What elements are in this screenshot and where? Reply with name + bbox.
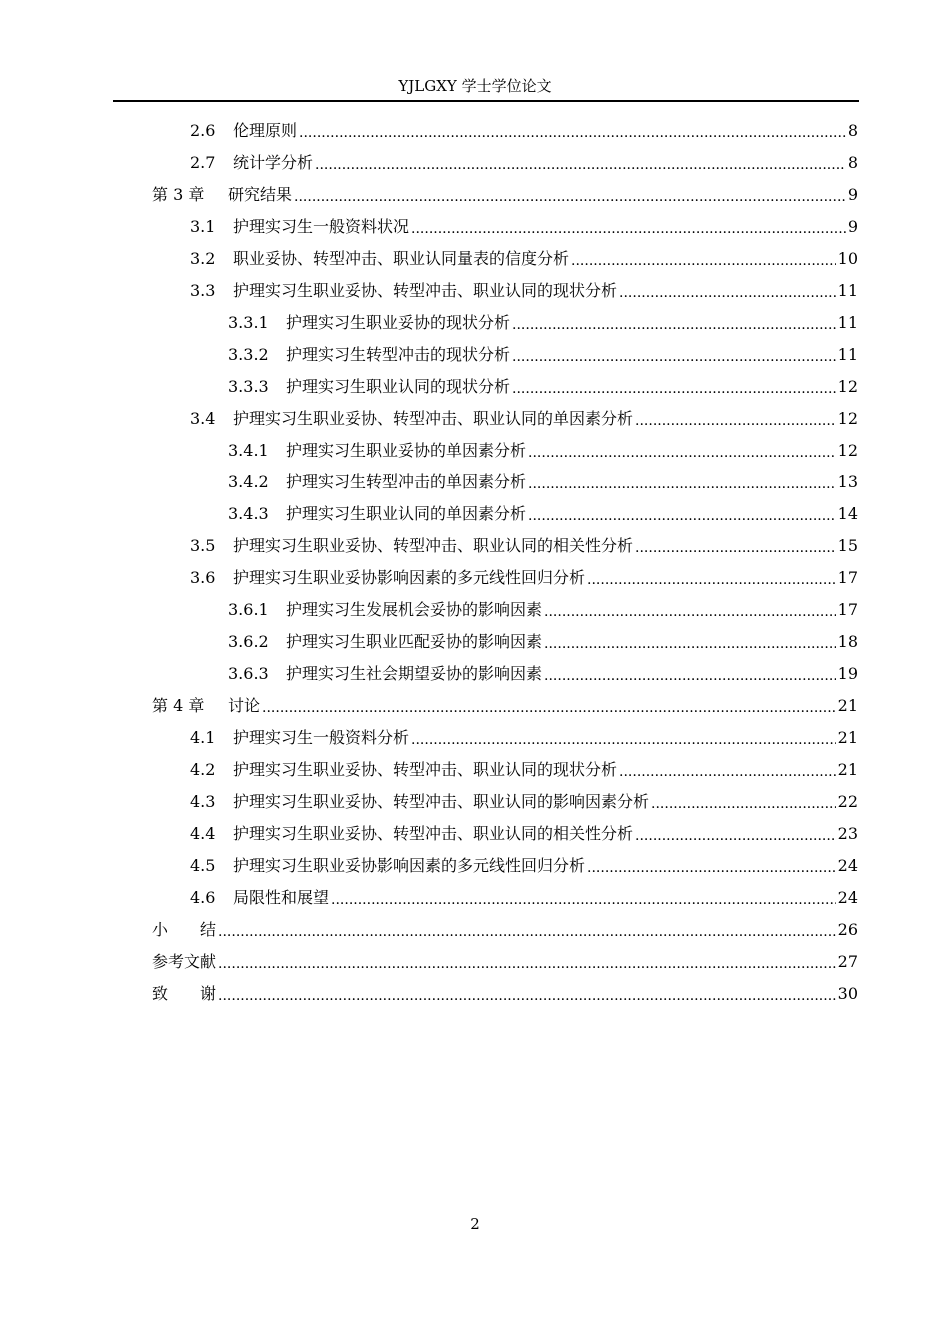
running-header-title: YJLGXY 学士学位论文 [398, 77, 552, 95]
toc-entry-page: 14 [837, 504, 858, 524]
toc-entry-title: 护理实习生职业妥协影响因素的多元线性回归分析 [233, 855, 586, 875]
toc-dot-leader [315, 155, 846, 175]
toc-dot-leader [512, 379, 836, 399]
toc-dot-leader [218, 986, 836, 1006]
toc-entry-title: 职业妥协、转型冲击、职业认同量表的信度分析 [233, 248, 570, 268]
toc-entry-number: 3.4.1 [228, 440, 269, 460]
toc-entry[interactable] [190, 754, 858, 786]
toc-entry-title: 护理实习生发展机会妥协的影响因素 [286, 600, 543, 620]
toc-entry-title: 研究结果 [228, 184, 293, 204]
toc-entry-number: 3.5 [190, 536, 216, 556]
toc-entry-title: 护理实习生转型冲击的现状分析 [286, 344, 511, 364]
toc-entry-label [228, 600, 542, 620]
toc-entry-label [190, 728, 409, 748]
toc-dot-leader [331, 890, 836, 910]
toc-entry-page: 18 [837, 632, 858, 652]
toc-entry-label [190, 536, 633, 556]
toc-entry-label [228, 313, 510, 333]
toc-entry-page: 21 [837, 760, 858, 779]
toc-dot-leader [571, 251, 836, 271]
toc-dot-leader [528, 443, 836, 463]
toc-entry-page: 11 [837, 280, 858, 300]
toc-entry-number: 3.3 [190, 280, 216, 300]
toc-entry-label [190, 760, 617, 780]
toc-entry-number: 3.6.2 [228, 632, 269, 652]
toc-entry-page: 17 [837, 600, 858, 620]
toc-entry[interactable] [228, 371, 858, 403]
toc-entry-label [190, 568, 585, 588]
toc-entry-page: 23 [837, 823, 858, 843]
toc-dot-leader [512, 347, 836, 367]
toc-entry-number: 3.6.3 [228, 664, 269, 684]
toc-entry-label [152, 920, 216, 940]
toc-dot-leader [635, 826, 836, 846]
toc-entry[interactable] [190, 786, 858, 818]
toc-entry-label [190, 409, 633, 429]
toc-dot-leader [218, 922, 836, 942]
toc-entry-page: 30 [837, 983, 858, 1003]
toc-entry[interactable] [228, 466, 858, 498]
toc-entry-page: 11 [837, 312, 858, 332]
toc-dot-leader [544, 634, 836, 654]
toc-entry-number: 3.1 [190, 216, 216, 236]
toc-entry-label [152, 952, 216, 972]
toc-dot-leader [411, 219, 846, 239]
toc-entry-page: 9 [847, 184, 858, 204]
toc-entry-number: 4.6 [190, 887, 216, 907]
toc-entry-title: 护理实习生职业匹配妥协的影响因素 [286, 632, 543, 652]
toc-dot-leader [299, 123, 846, 143]
toc-entry-label [190, 153, 313, 173]
toc-entry-page: 26 [837, 919, 858, 939]
toc-entry[interactable] [190, 530, 858, 562]
toc-entry-page: 8 [847, 152, 858, 172]
toc-entry-page: 11 [837, 344, 858, 364]
toc-entry-page: 21 [837, 696, 858, 716]
toc-dot-leader [619, 762, 836, 782]
toc-entry-number: 3.3.2 [228, 344, 269, 364]
toc-entry-number: 2.7 [190, 152, 216, 172]
toc-entry-label [152, 696, 260, 716]
toc-dot-leader [262, 698, 836, 718]
toc-entry-label [152, 185, 292, 205]
toc-entry-number: 3.4.3 [228, 504, 269, 524]
toc-entry-page: 17 [837, 568, 858, 588]
toc-entry-label [228, 632, 542, 652]
toc-entry-number: 4.2 [190, 760, 216, 779]
toc-entry-number: 4.1 [190, 728, 216, 748]
toc-entry-page: 15 [837, 536, 858, 556]
toc-entry-title: 护理实习生社会期望妥协的影响因素 [286, 664, 543, 684]
toc-entry-label [190, 217, 409, 237]
toc-entry-number: 2.6 [190, 121, 216, 140]
toc-dot-leader [294, 187, 846, 207]
toc-entry-title: 护理实习生职业妥协、转型冲击、职业认同的现状分析 [233, 280, 618, 300]
toc-entry[interactable] [190, 243, 858, 275]
toc-entry-title: 小 结 [152, 919, 217, 939]
toc-entry[interactable] [228, 307, 858, 339]
toc-entry[interactable] [152, 690, 858, 722]
toc-entry-number: 4.3 [190, 791, 216, 811]
toc-entry-label [228, 345, 510, 365]
toc-entry-page: 12 [837, 408, 858, 428]
toc-entry-number: 3.4 [190, 408, 216, 428]
toc-entry-page: 8 [847, 121, 858, 140]
toc-entry-title: 护理实习生职业妥协、转型冲击、职业认同的现状分析 [233, 760, 618, 779]
toc-entry-title: 统计学分析 [233, 152, 314, 172]
toc-entry-label [228, 441, 526, 461]
toc-entry-title: 伦理原则 [233, 121, 298, 140]
toc-entry[interactable] [190, 722, 858, 754]
toc-entry-label [152, 984, 216, 1004]
toc-entry[interactable] [152, 946, 858, 978]
toc-entry-number: 3.3.1 [228, 312, 269, 332]
toc-entry-title: 护理实习生职业妥协的现状分析 [286, 312, 511, 332]
toc-entry-label [190, 249, 569, 269]
toc-dot-leader [528, 506, 836, 526]
toc-entry-title: 护理实习生职业妥协、转型冲击、职业认同的相关性分析 [233, 823, 634, 843]
toc-entry-title: 讨论 [228, 696, 261, 716]
toc-entry-page: 22 [837, 791, 858, 811]
toc-entry-page: 12 [837, 376, 858, 396]
toc-entry[interactable] [190, 403, 858, 435]
page-number: 2 [470, 1215, 480, 1233]
toc-entry-page: 19 [837, 664, 858, 684]
toc-dot-leader [528, 474, 836, 494]
toc-dot-leader [218, 954, 836, 974]
toc-entry-number: 第 4 章 [152, 696, 205, 716]
toc-entry-title: 护理实习生职业妥协的单因素分析 [286, 440, 527, 460]
toc-entry[interactable] [190, 275, 858, 307]
toc-entry-title: 护理实习生职业妥协影响因素的多元线性回归分析 [233, 568, 586, 588]
toc-entry-title: 致 谢 [152, 983, 217, 1003]
toc-entry-page: 24 [837, 855, 858, 875]
toc-entry-number: 第 3 章 [152, 184, 205, 204]
toc-entry[interactable] [228, 498, 858, 530]
toc-entry[interactable] [152, 978, 858, 1010]
toc-dot-leader [635, 538, 836, 558]
toc-entry-number: 3.6.1 [228, 600, 269, 620]
toc-entry-page: 24 [837, 887, 858, 907]
toc-entry-page: 10 [837, 248, 858, 268]
toc-entry[interactable] [228, 435, 858, 467]
toc-entry[interactable] [190, 850, 858, 882]
toc-entry-number: 3.4.2 [228, 472, 269, 492]
toc-dot-leader [635, 411, 836, 431]
toc-entry-number: 3.6 [190, 568, 216, 588]
toc-entry-title: 护理实习生职业妥协、转型冲击、职业认同的相关性分析 [233, 536, 634, 556]
toc-entry[interactable] [190, 562, 858, 594]
toc-entry-label [190, 121, 297, 141]
toc-entry[interactable] [152, 914, 858, 946]
toc-dot-leader [619, 283, 836, 303]
toc-entry[interactable] [190, 115, 858, 147]
toc-entry-number: 3.2 [190, 248, 216, 268]
toc-entry[interactable] [190, 818, 858, 850]
toc-entry-page: 27 [837, 951, 858, 971]
toc-entry-title: 护理实习生职业妥协、转型冲击、职业认同的影响因素分析 [233, 791, 650, 811]
toc-entry[interactable] [152, 179, 858, 211]
toc-entry-label [190, 824, 633, 844]
toc-entry[interactable] [190, 147, 858, 179]
toc-entry-title: 局限性和展望 [233, 887, 330, 907]
toc-entry[interactable] [228, 339, 858, 371]
toc-entry-label [228, 664, 542, 684]
toc-entry[interactable] [228, 594, 858, 626]
toc-entry-title: 护理实习生职业认同的现状分析 [286, 376, 511, 396]
toc-entry[interactable] [228, 658, 858, 690]
toc-entry-title: 参考文献 [152, 951, 217, 971]
toc-entry-page: 21 [837, 728, 858, 748]
toc-dot-leader [544, 602, 836, 622]
toc-dot-leader [587, 858, 836, 878]
toc-entry-label [190, 856, 585, 876]
toc-entry-page: 12 [837, 440, 858, 460]
toc-entry-title: 护理实习生职业认同的单因素分析 [286, 504, 527, 524]
toc-entry-page: 9 [847, 216, 858, 236]
toc-entry-title: 护理实习生一般资料状况 [233, 216, 410, 236]
toc-dot-leader [544, 666, 836, 686]
toc-entry[interactable] [228, 626, 858, 658]
toc-entry-label [228, 472, 526, 492]
toc-entry-label [228, 504, 526, 524]
toc-entry-title: 护理实习生职业妥协、转型冲击、职业认同的单因素分析 [233, 408, 634, 428]
toc-entry-number: 4.4 [190, 823, 216, 843]
header-rule [113, 100, 859, 102]
toc-entry-label [190, 888, 329, 908]
toc-entry-label [190, 792, 649, 812]
toc-entry-label [190, 281, 617, 301]
toc-entry-title: 护理实习生转型冲击的单因素分析 [286, 472, 527, 492]
toc-dot-leader [512, 315, 836, 335]
toc-entry[interactable] [190, 211, 858, 243]
toc-entry-page: 13 [837, 472, 858, 492]
toc-entry-number: 4.5 [190, 855, 216, 875]
toc-entry-title: 护理实习生一般资料分析 [233, 728, 410, 748]
toc-entry-number: 3.3.3 [228, 376, 269, 396]
toc-dot-leader [411, 730, 836, 750]
toc-dot-leader [651, 794, 836, 814]
toc-entry-label [228, 377, 510, 397]
toc-entry[interactable] [190, 882, 858, 914]
toc-dot-leader [587, 570, 836, 590]
